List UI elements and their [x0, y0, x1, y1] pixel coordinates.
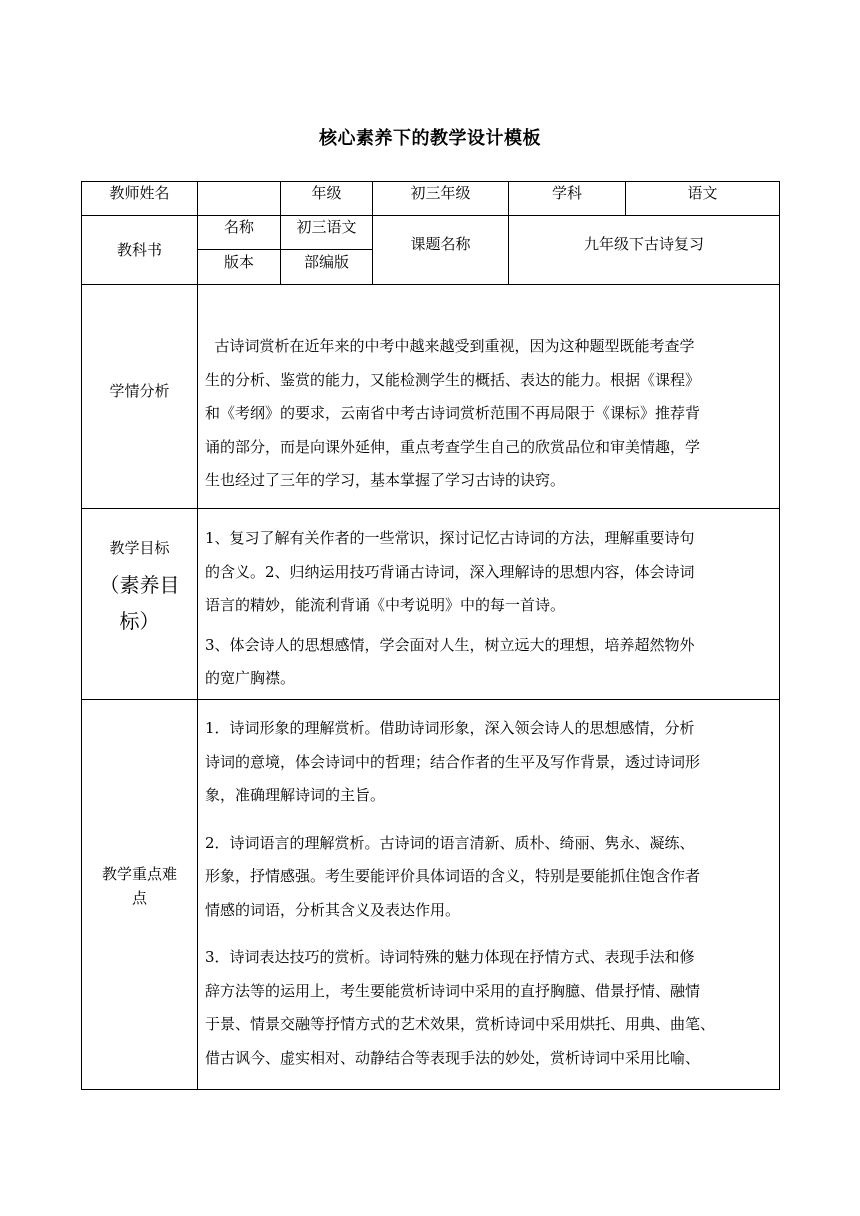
text-line: 辞方法等的运用上，考生要能赏析诗词中采用的直抒胸臆、借景抒情、融情 — [205, 981, 701, 1000]
text-line: 生也经过了三年的学习，基本掌握了学习古诗的诀窍。 — [205, 471, 566, 489]
text-line: 的宽广胸襟。 — [205, 669, 296, 687]
topic-value: 九年级下古诗复习 — [583, 235, 704, 253]
text-line: 3、体会诗人的思想感情，学会面对人生，树立远大的理想，培养超然物外 — [205, 635, 695, 654]
textbook-name-label: 名称 — [223, 218, 254, 236]
teacher-label: 教师姓名 — [109, 184, 170, 202]
analysis-text — [205, 330, 773, 498]
key-points-text — [205, 712, 773, 1075]
key-point-paragraph — [205, 712, 773, 813]
text-line: 诵的部分，而是向课外延伸，重点考查学生自己的欣赏品位和审美情趣，学 — [205, 437, 701, 456]
textbook-edition-label: 版本 — [223, 253, 254, 271]
key-point-paragraph — [205, 941, 773, 1075]
text-line: 借古讽今、虚实相对、动静结合等表现手法的妙处，赏析诗词中采用比喻、 — [205, 1048, 701, 1067]
text-line: 3．诗词表达技巧的赏析。诗词特殊的魅力体现在抒情方式、表现手法和修 — [205, 948, 695, 966]
text-line: 古诗词赏析在近年来的中考中越来越受到重视，因为这种题型既能考查学 — [205, 337, 695, 355]
subject-label: 学科 — [551, 184, 582, 202]
text-line: 情感的词语，分析其含义及表达作用。 — [205, 900, 461, 919]
grade-value: 初三年级 — [410, 184, 471, 202]
teacher-value — [198, 182, 280, 204]
textbook-label: 教科书 — [116, 241, 162, 259]
text-line: 2．诗词语言的理解赏析。古诗词的语言清新、质朴、绮丽、隽永、凝练、 — [205, 833, 695, 852]
subject-value: 语文 — [687, 184, 718, 202]
text-line: 生的分析、鉴赏的能力，又能检测学生的概括、表达的能力。根据《课程》 — [205, 370, 701, 389]
text-line: 和《考纲》的要求，云南省中考古诗词赏析范围不再局限于《课标》推荐背 — [205, 404, 701, 422]
objectives-label-line: 教学目标 — [109, 539, 170, 557]
text-line: 的含义。2、归纳运用技巧背诵古诗词，深入理解诗的思想内容，体会诗词 — [205, 562, 695, 581]
page-title: 核心素养下的教学设计模板 — [319, 128, 541, 149]
objectives-label — [82, 533, 197, 639]
objectives-label-line: 标） — [119, 609, 160, 633]
textbook-name-value: 初三语文 — [296, 218, 357, 236]
text-line: 语言的精妙，能流利背诵《中考说明》中的每一首诗。 — [205, 596, 566, 614]
text-line: 象，准确理解诗词的主旨。 — [205, 786, 386, 804]
text-line: 于景、情景交融等抒情方式的艺术效果，赏析诗词中采用烘托、用典、曲笔、 — [205, 1015, 716, 1033]
key-points-label-line: 点 — [131, 889, 147, 907]
key-point-paragraph — [205, 827, 773, 928]
text-line: 诗词的意境，体会诗词中的哲理；结合作者的生平及写作背景，透过诗词形 — [205, 752, 701, 771]
text-line: 1．诗词形象的理解赏析。借助诗词形象，深入领会诗人的思想感情，分析 — [205, 719, 695, 737]
grade-label: 年级 — [311, 184, 342, 202]
textbook-edition-value: 部编版 — [303, 253, 349, 271]
key-points-label — [82, 862, 197, 910]
text-line: 形象，抒情感强。考生要能评价具体词语的含义，特别是要能抓住饱含作者 — [205, 867, 701, 885]
text-line: 1、复习了解有关作者的一些常识，探讨记忆古诗词的方法，理解重要诗句 — [205, 529, 695, 547]
analysis-label: 学情分析 — [109, 382, 170, 400]
objectives-text — [205, 522, 773, 696]
objectives-label-line: （素养目 — [99, 573, 180, 597]
topic-label: 课题名称 — [410, 235, 471, 253]
key-points-label-line: 教学重点难 — [101, 865, 177, 883]
